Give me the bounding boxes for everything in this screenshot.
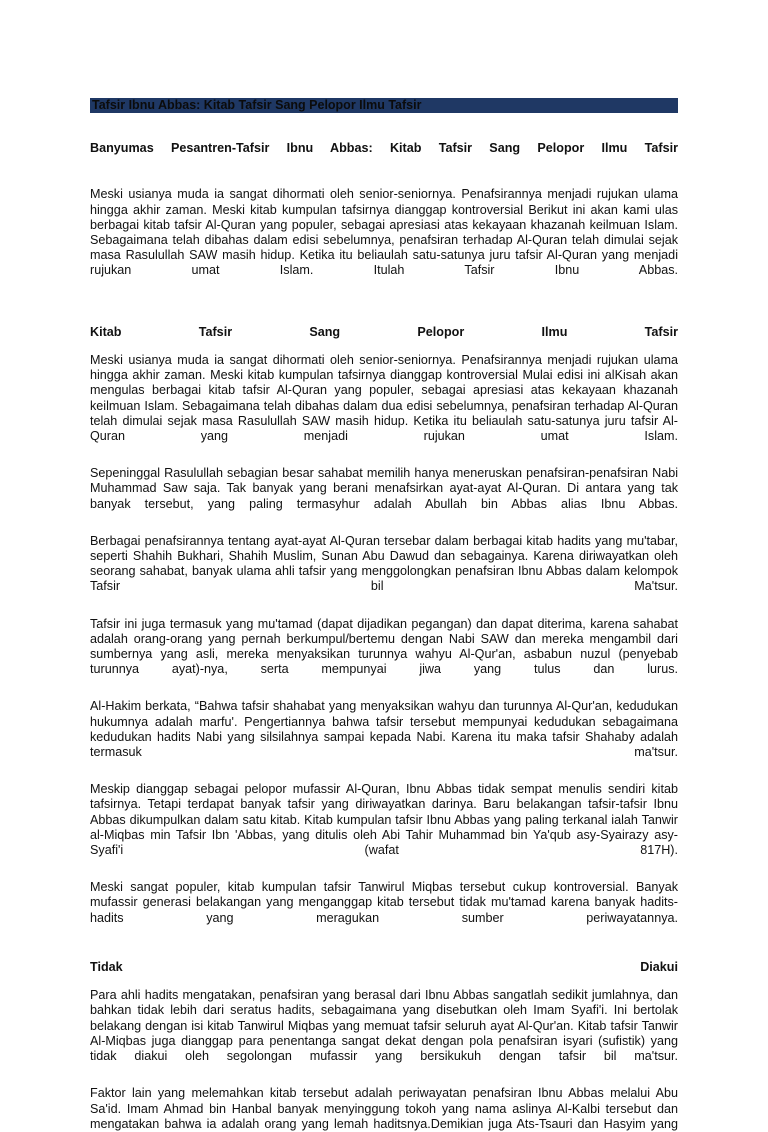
document-page [90,98,678,1132]
paragraph-8: Meski sangat populer, kitab kumpulan tafsir Tanwirul Miqbas tersebut cukup kontroversial. Banyak mufassir generasi belakangan yang menganggap kitab tersebut tidak mu'tamad karena banyak hadits-hadits yang meragukan sumber periwayatannya. [90,880,678,925]
section-heading-tidak-diakui: Tidak Diakui [90,960,678,975]
paragraph-3: Sepeninggal Rasulullah sebagian besar sahabat memilih hanya meneruskan penafsiran-penafsiran Nabi Muhammad Saw saja. Tak banyak yang berani menafsirkan ayat-ayat Al-Quran. Di antara yang tak banyak tersebut, yang paling termasyhur adalah Abullah bin Abbas alias Ibnu Abbas. [90,466,678,511]
paragraph-6: Al-Hakim berkata, “Bahwa tafsir shahabat yang menyaksikan wahyu dan turunnya Al-Qur'an, kedudukan hukumnya adalah marfu'. Pengertiannya bahwa tafsir tersebut mempunyai kedudukan sebagaimana kedudukan hadits Nabi yang silsilahnya sampai kepada Nabi. Karena itu maka tafsir Shahaby adalah termasuk ma'tsur. [90,699,678,760]
paragraph-7: Meskip dianggap sebagai pelopor mufassir Al-Quran, Ibnu Abbas tidak sempat menulis sendiri kitab tafsirnya. Tetapi terdapat banyak tafsir yang diriwayatkan darinya. Baru belakangan tafsir-tafsir Ibnu Abbas dikumpulkan dalam satu kitab. Kitab kumpulan tafsir Ibnu Abbas yang paling terkanal ialah Tanwir al-Miqbas min Tafsir Ibn 'Abbas, yang ditulis oleh Abi Tahir Muhammad bin Ya'qub asy-Syairazy asy-Syafi'i (wafat 817H). [90,782,678,858]
paragraph-4: Berbagai penafsirannya tentang ayat-ayat Al-Quran tersebar dalam berbagai kitab hadits yang mu'tabar, seperti Shahih Bukhari, Shahih Muslim, Sunan Abu Dawud dan sebagainya. Karena diriwayatkan oleh seorang sahabat, banyak ulama ahli tafsir yang menggolongkan penafsiran Ibnu Abbas dalam kelompok Tafsir bil Ma'tsur. [90,533,678,594]
section-heading-kitab: Kitab Tafsir Sang Pelopor Ilmu Tafsir [90,325,678,340]
paragraph-2: Meski usianya muda ia sangat dihormati oleh senior-seniornya. Penafsirannya menjadi rujukan ulama hingga akhir zaman. Meski kitab kumpulan tafsirnya dianggap kontroversial Mulai edisi ini alKisah akan mengulas berbagai kitab tafsir Al-Quran yang populer, sebagai apresiasi atas kekayaan khazanah keilmuan Islam. Sebagaimana telah dibahas dalam dua edisi sebelumnya, penafsiran terhadap Al-Quran telah dimulai sejak masa Rasulullah SAW masih hidup. Ketika itu beliaulah satu-satunya juru tafsir Al-Quran yang menjadi rujukan umat Islam. [90,353,678,444]
title-bar: Tafsir Ibnu Abbas: Kitab Tafsir Sang Pelopor Ilmu Tafsir [90,98,678,113]
paragraph-9: Para ahli hadits mengatakan, penafsiran yang berasal dari Ibnu Abbas sangatlah sedikit jumlahnya, dan bahkan tidak lebih dari seratus hadits, sebagaimana yang disebutkan oleh Imam Syafi'i. Ini bertolak belakang dengan isi kitab Tanwirul Miqbas yang memuat tafsir seluruh ayat Al-Qur'an. Kitab tafsir Tanwir Al-Miqbas juga dianggap para penentanga sangat dekat dengan pola penafsiran isyari (sufistik) yang tidak diakui oleh segolongan mufassir yang bersikukuh dengan tafsir bil ma'tsur. [90,988,678,1064]
paragraph-1: Meski usianya muda ia sangat dihormati oleh senior-seniornya. Penafsirannya menjadi rujukan ulama hingga akhir zaman. Meski kitab kumpulan tafsirnya dianggap kontroversial Berikut ini akan kami ulas berbagai kitab tafsir Al-Quran yang populer, sebagai apresiasi atas kekayaan khazanah keilmuan Islam. Sebagaimana telah dibahas dalam edisi sebelumnya, penafsiran terhadap Al-Quran telah dimulai sejak masa Rasulullah SAW masih hidup. Ketika itu beliaulah satu-satunya juru tafsir Al-Quran yang menjadi rujukan umat Islam. Itulah Tafsir Ibnu Abbas. [90,187,678,278]
article-subtitle: Banyumas Pesantren-Tafsir Ibnu Abbas: Kitab Tafsir Sang Pelopor Ilmu Tafsir [90,140,678,155]
paragraph-5: Tafsir ini juga termasuk yang mu'tamad (dapat dijadikan pegangan) dan dapat diterima, karena sahabat adalah orang-orang yang pernah berkumpul/bertemu dengan Nabi SAW dan mereka mengambil dari sumbernya yang asli, mereka menyaksikan turunnya wahyu Al-Qur'an, asbabun nuzul (penyebab turunnya ayat)-nya, serta mempunyai jiwa yang tulus dan lurus. [90,616,678,677]
paragraph-10: Faktor lain yang melemahkan kitab tersebut adalah periwayatan penafsiran Ibnu Abbas melalui Abu Sa'id. Imam Ahmad bin Hanbal banyak menyinggung tokoh yang nama aslinya Al-Kalbi tersebut dan mengatakan bahwa ia adalah orang yang lemah haditsnya.Demikian juga Ats-Tsauri dan Hasyim yang [90,1086,678,1131]
